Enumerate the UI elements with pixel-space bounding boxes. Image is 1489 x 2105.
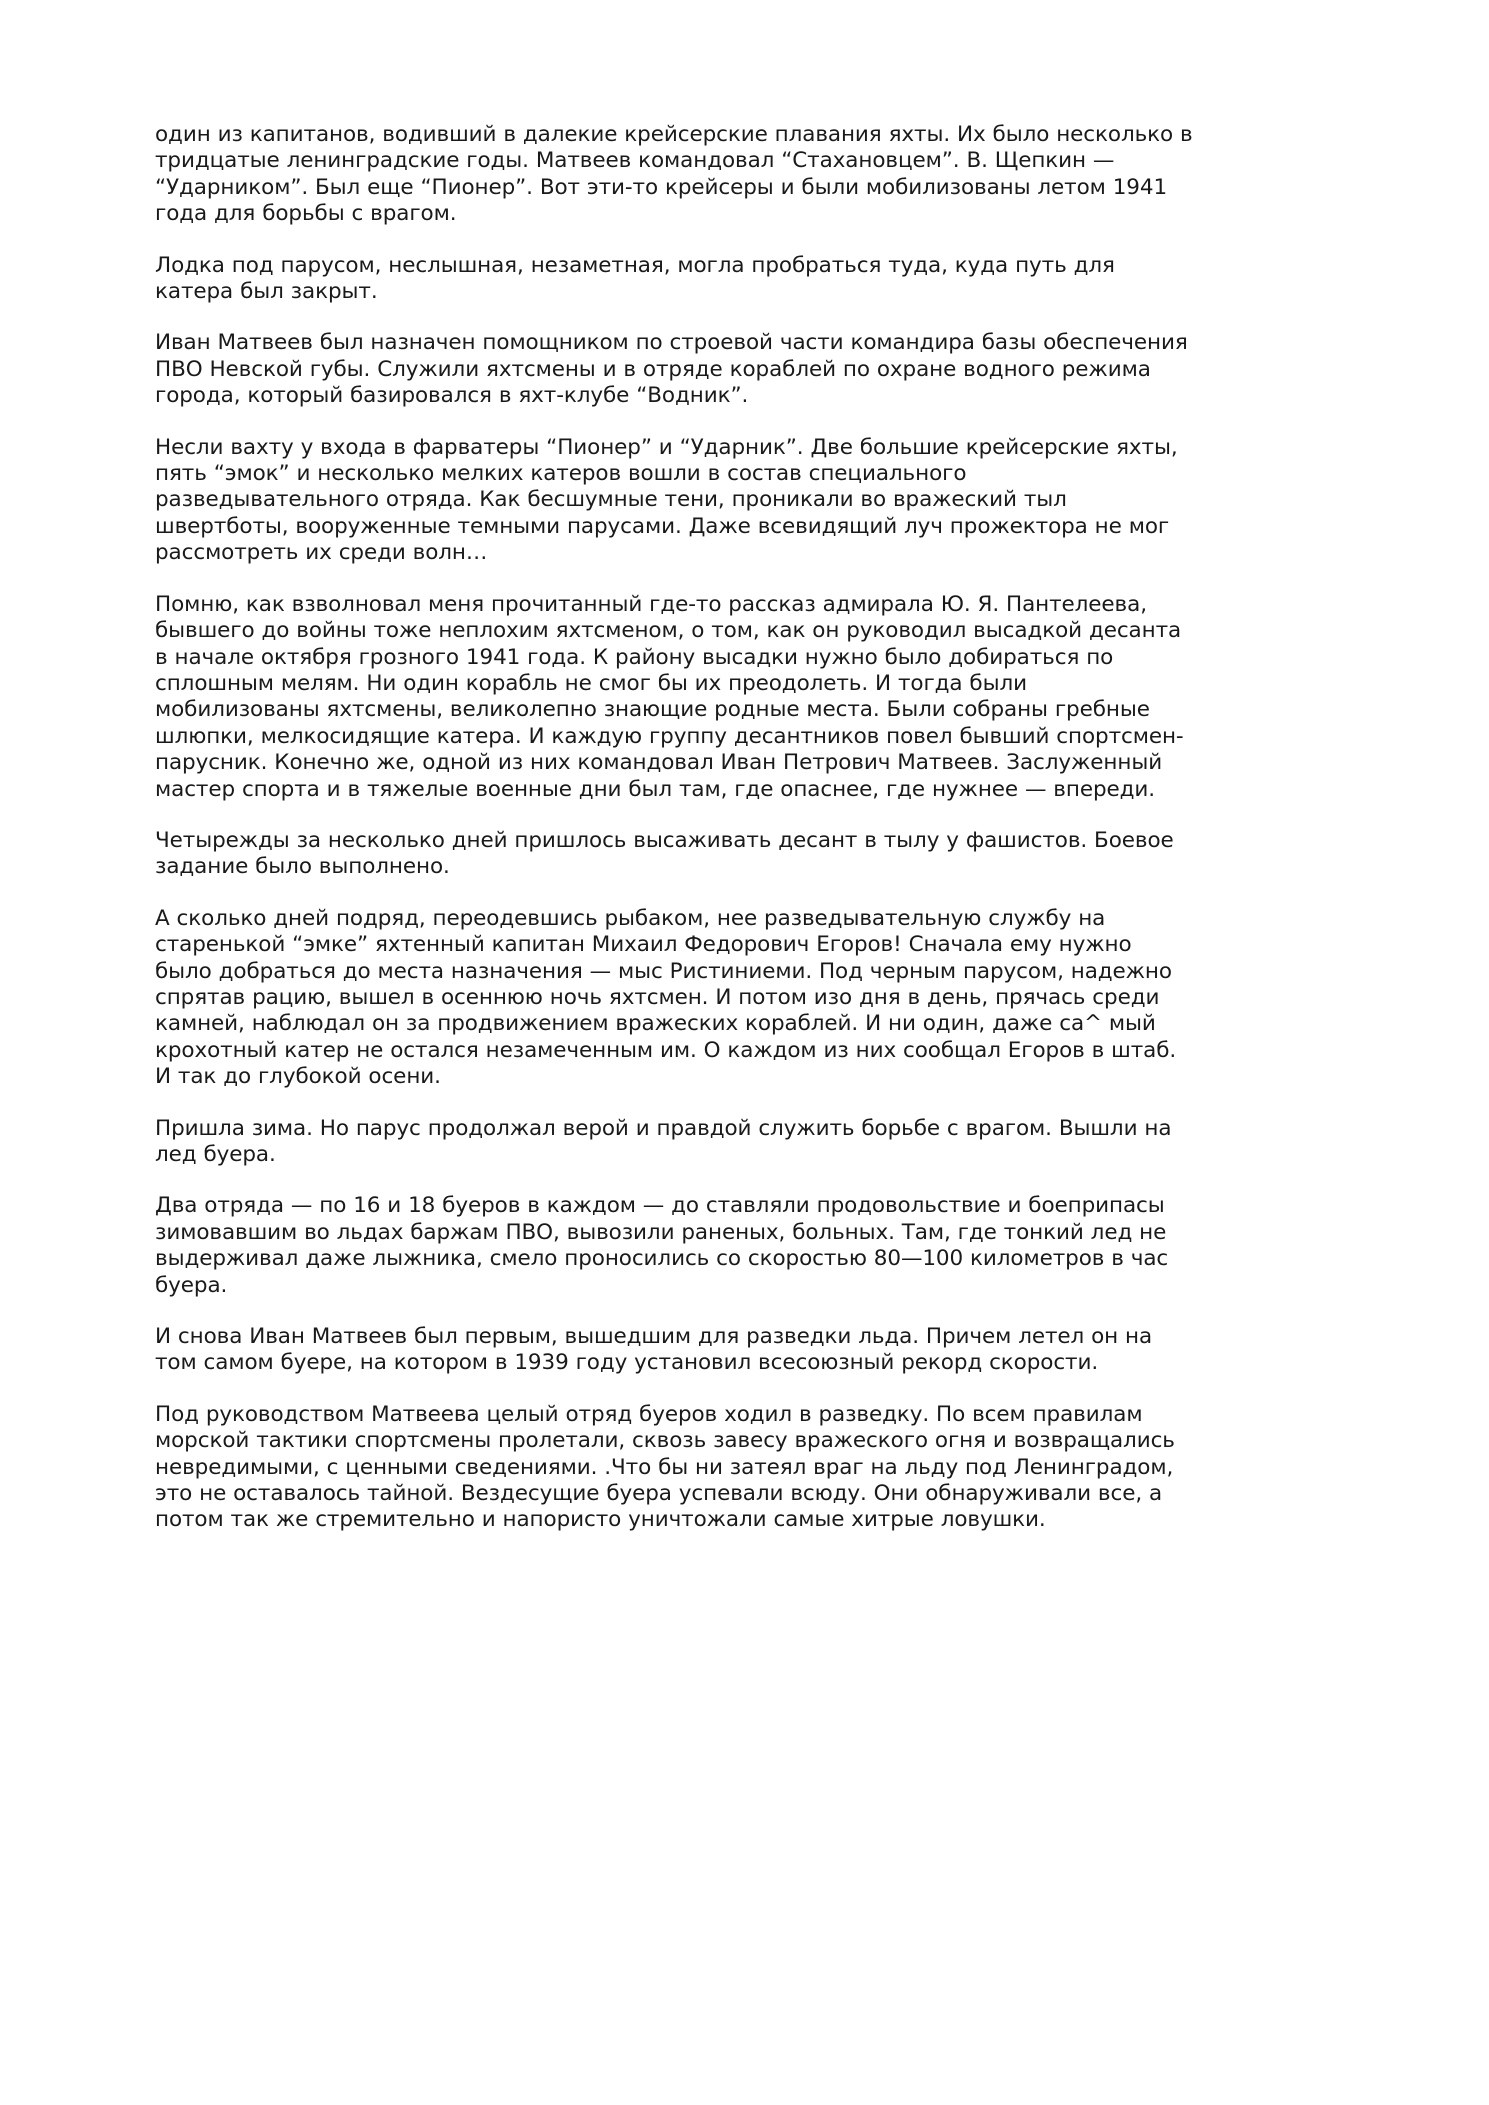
paragraph: И снова Иван Матвеев был первым, вышедшим для разведки льда. Причем летел он на том самом буере, на котором в 1939 году установил всесоюзный рекорд скорости. — [155, 1324, 1153, 1376]
paragraph: Иван Матвеев был назначен помощником по строевой части командира базы обеспечения ПВО Невской губы. Служили яхтсмены и в отряде кораблей по охране водного режима города, который базировался в яхт-клубе “Водник”. — [155, 330, 1188, 409]
paragraph: Помню, как взволновал меня прочитанный где-то рассказ адмирала Ю. Я. Пантелеева, бывшего до войны тоже неплохим яхтсменом, о том, как он руководил высадкой десанта в начале октября грозного 1941 года. К району высадки нужно было добираться по сплошным мелям. Ни один корабль не смог бы их преодолеть. И тогда были мобилизованы яхтсмены, великолепно знающие родные места. Были собраны гребные шлюпки, мелкосидящие катера. И каждую группу десантников повел бывший спортсмен-парусник. Конечно же, одной из них командовал Иван Петрович Матвеев. Заслуженный мастер спорта и в тяжелые военные дни был там, где опаснее, где нужнее — впереди. — [155, 591, 1184, 802]
paragraph: Четырежды за несколько дней пришлось высаживать десант в тылу у фашистов. Боевое задание было выполнено. — [155, 827, 1174, 880]
body-text-column — [155, 122, 1195, 1534]
paragraph: один из капитанов, водивший в далекие крейсерские плавания яхты. Их было несколько в тридцатые ленинградские годы. Матвеев командовал “Стахановцем”. В. Щепкин — “Ударником”. Был еще “Пионер”. Вот эти-то крейсеры и были мобилизованы летом 1941 года для борьбы с врагом. — [155, 122, 1193, 227]
paragraph: Под руководством Матвеева целый отряд буеров ходил в разведку. По всем правилам морской тактики спортсмены пролетали, сквозь завесу вражеского огня и возвращались невредимыми, с ценными сведениями. .Что бы ни затеял враг на льду под Ленинградом, это не оставалось тайной. Вездесущие буера успевали всюду. Они обнаруживали все, а потом так же стремительно и напористо уничтожали самые хитрые ловушки. — [155, 1401, 1175, 1533]
paragraph: Лодка под парусом, неслышная, незаметная, могла пробраться туда, куда путь для катера был закрыт. — [155, 252, 1115, 305]
paragraph: А сколько дней подряд, переодевшись рыбаком, нее разведывательную службу на старенькой “эмке” яхтенный капитан Михаил Федорович Егоров! Сначала ему нужно было добраться до места назначения — мыс Ристиниеми. Под черным парусом, надежно спрятав рацию, вышел в осеннюю ночь яхтсмен. И потом изо дня в день, прячась среди камней, наблюдал он за продвижением вражеских кораблей. И ни один, даже са^ мый крохотный катер не остался незамеченным им. О каждом из них сообщал Егоров в штаб. И так до глубокой осени. — [155, 905, 1177, 1090]
paragraph: Пришла зима. Но парус продолжал верой и правдой служить борьбе с врагом. Вышли на лед буера. — [155, 1115, 1172, 1167]
paragraph: Несли вахту у входа в фарватеры “Пионер” и “Ударник”. Две большие крейсерские яхты, пять “эмок” и несколько мелких катеров вошли в состав специального разведывательного отряда. Как бесшумные тени, проникали во вражеский тыл швертботы, вооруженные темными парусами. Даже всевидящий луч прожектора не мог рассмотреть их среди волн… — [155, 434, 1178, 566]
paragraph: Два отряда — по 16 и 18 буеров в каждом — до ставляли продовольствие и боеприпасы зимовавшим во льдах баржам ПВО, вывозили раненых, больных. Там, где тонкий лед не выдерживал даже лыжника, смело проносились со скоростью 80—100 километров в час буера. — [155, 1193, 1169, 1298]
